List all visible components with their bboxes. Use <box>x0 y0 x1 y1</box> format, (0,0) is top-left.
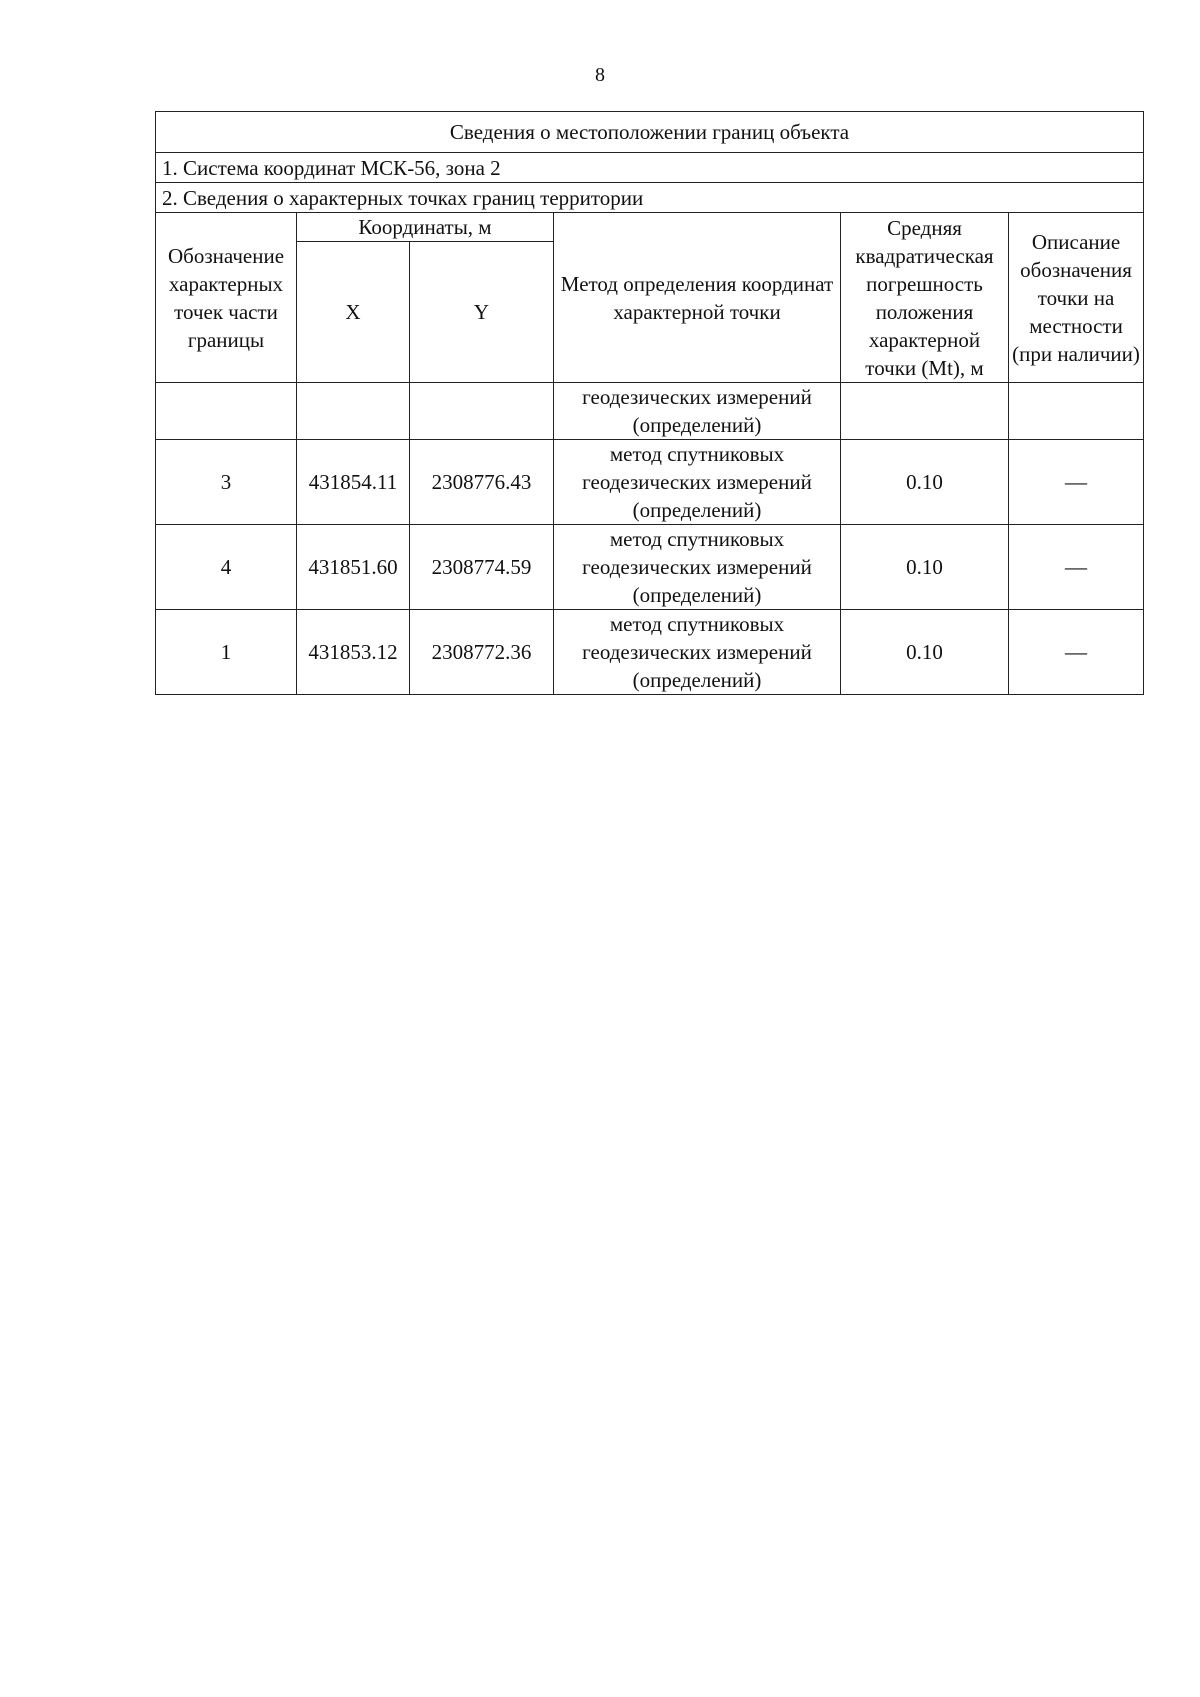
cell-y: 2308772.36 <box>410 610 554 695</box>
cell-description: — <box>1009 610 1144 695</box>
header-coordinates: Координаты, м <box>297 213 554 242</box>
header-designation: Обозначение характерных точек части границы <box>156 213 297 383</box>
header-y: Y <box>410 242 554 383</box>
cell-description: — <box>1009 525 1144 610</box>
coordinate-system: 1. Система координат МСК-56, зона 2 <box>156 153 1144 183</box>
cell-y: 2308774.59 <box>410 525 554 610</box>
table-row <box>156 610 1144 695</box>
boundary-coordinates-table <box>155 111 1144 695</box>
cell-x: 431853.12 <box>297 610 410 695</box>
cell-designation: 1 <box>156 610 297 695</box>
cell-x: 431851.60 <box>297 525 410 610</box>
table-row <box>156 525 1144 610</box>
header-error: Средняя квадратическая погрешность положения характерной точки (Mt), м <box>841 213 1009 383</box>
cell-error: 0.10 <box>841 440 1009 525</box>
table-title: Сведения о местоположении границ объекта <box>156 112 1144 153</box>
cell-y <box>410 383 554 440</box>
cell-method: метод спутниковых геодезических измерений (определений) <box>554 440 841 525</box>
page-number: 8 <box>595 64 605 86</box>
cell-x <box>297 383 410 440</box>
header-method: Метод определения координат характерной точки <box>554 213 841 383</box>
cell-designation <box>156 383 297 440</box>
cell-designation: 4 <box>156 525 297 610</box>
cell-error: 0.10 <box>841 525 1009 610</box>
cell-description <box>1009 383 1144 440</box>
cell-error: 0.10 <box>841 610 1009 695</box>
section-row <box>156 183 1144 213</box>
table-row-continuation <box>156 383 1144 440</box>
header-row-1 <box>156 213 1144 242</box>
section-title: 2. Сведения о характерных точках границ территории <box>156 183 1144 213</box>
coordinate-system-row <box>156 153 1144 183</box>
cell-x: 431854.11 <box>297 440 410 525</box>
cell-method: метод спутниковых геодезических измерений (определений) <box>554 525 841 610</box>
cell-description: — <box>1009 440 1144 525</box>
header-description: Описание обозначения точки на местности (при наличии) <box>1009 213 1144 383</box>
cell-method: метод спутниковых геодезических измерений (определений) <box>554 610 841 695</box>
cell-error <box>841 383 1009 440</box>
table-row <box>156 440 1144 525</box>
cell-y: 2308776.43 <box>410 440 554 525</box>
cell-method: геодезических измерений (определений) <box>554 383 841 440</box>
header-x: X <box>297 242 410 383</box>
table-title-row <box>156 112 1144 153</box>
cell-designation: 3 <box>156 440 297 525</box>
